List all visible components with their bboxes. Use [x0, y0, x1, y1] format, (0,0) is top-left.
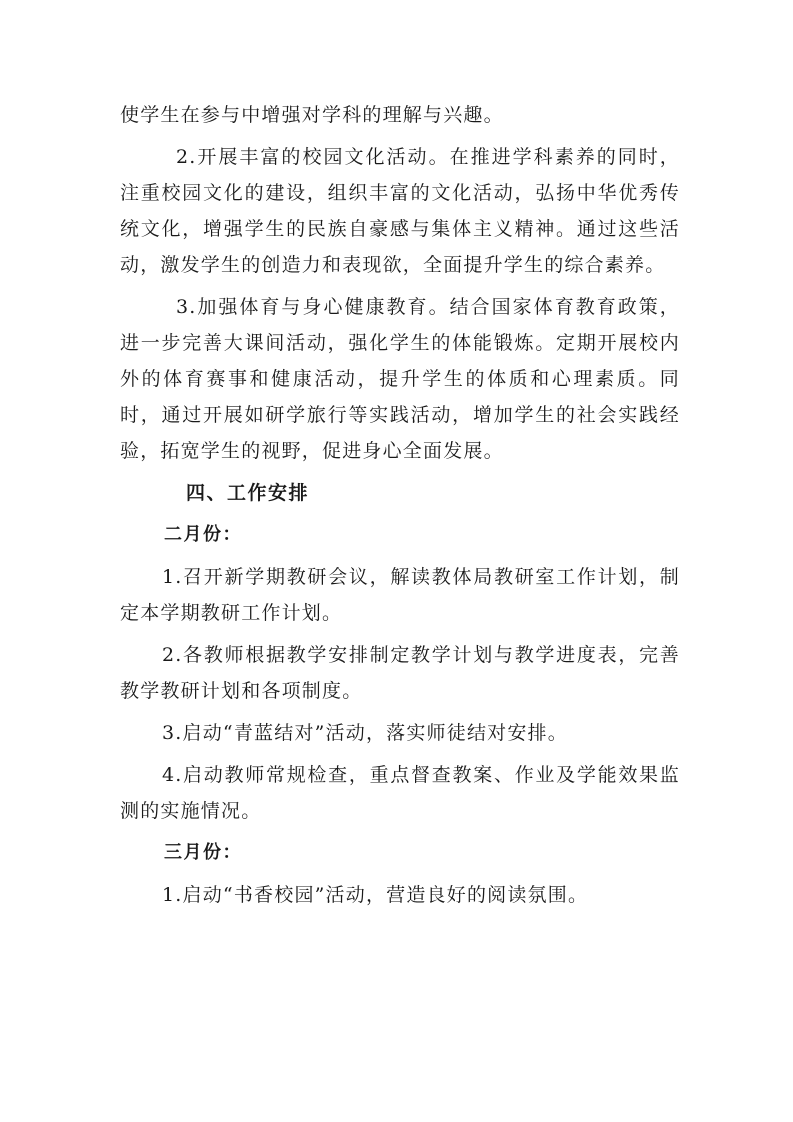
month-title-february: 二月份： [164, 524, 242, 545]
list-item: 3.启动“青蓝结对”活动，落实师徒结对安排。 [162, 722, 568, 744]
paragraph-campus-culture: 2.开展丰富的校园文化活动。在推进学科素养的同时，注重校园文化的建设，组织丰富的文化活动，弘扬中华优秀传统文化，增强学生的民族自豪感与集体主义精神。通过这些活动，激发学生的创造力和表现欲，全面提升学生的综合素养。 [120, 146, 680, 276]
list-item: 4.启动教师常规检查，重点督查教案、作业及学能效果监测的实施情况。 [120, 764, 680, 822]
document-body [120, 97, 680, 913]
list-item: 1.召开新学期教研会议，解读教体局教研室工作计划，制定本学期教研工作计划。 [120, 566, 680, 624]
list-item: 1.启动“书香校园”活动，营造良好的阅读氛围。 [162, 884, 589, 906]
section-heading-work-arrangement: 四、工作安排 [186, 482, 310, 504]
list-item: 2.各教师根据教学安排制定教学计划与教学进度表，完善教学教研计划和各项制度。 [120, 644, 680, 702]
month-title-march: 三月份： [164, 842, 242, 863]
paragraph-physical-health: 3.加强体育与身心健康教育。结合国家体育教育政策，进一步完善大课间活动，强化学生的体能锻炼。定期开展校内外的体育赛事和健康活动，提升学生的体质和心理素质。同时，通过开展如研学旅行等实践活动，增加学生的社会实践经验，拓宽学生的视野，促进身心全面发展。 [120, 296, 680, 462]
paragraph-continuation: 使学生在参与中增强对学科的理解与兴趣。 [120, 104, 504, 126]
